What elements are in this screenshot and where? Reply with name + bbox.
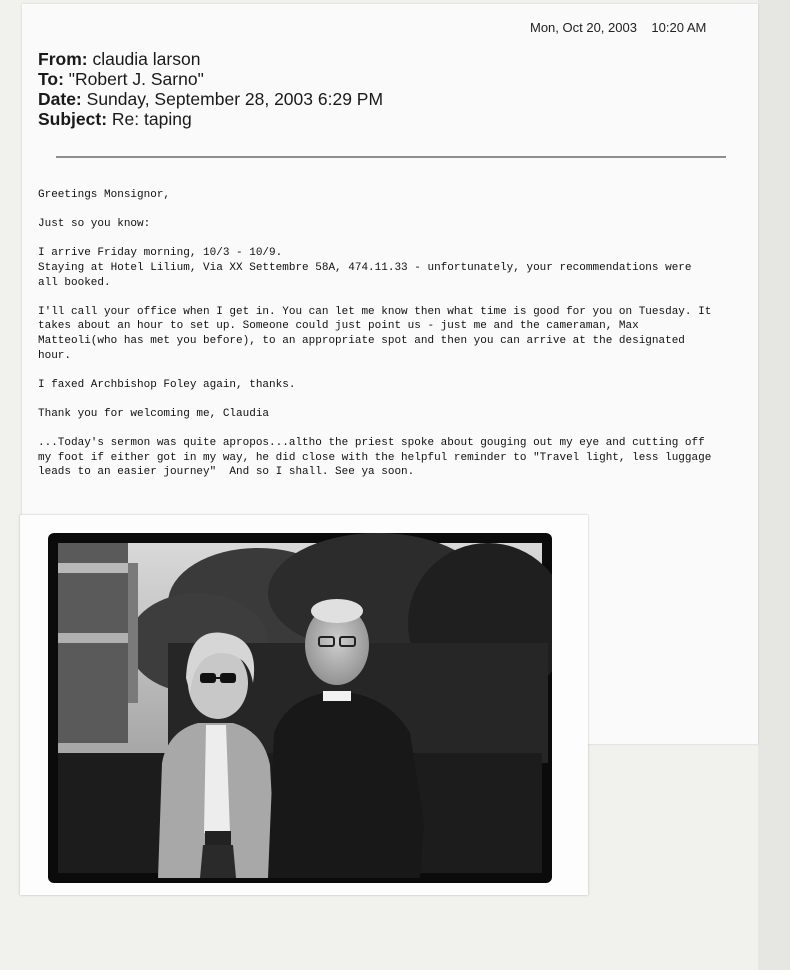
subject-line xyxy=(38,109,192,129)
date-value: Sunday, September 28, 2003 6:29 PM xyxy=(86,89,384,109)
to-label: To: xyxy=(38,69,64,89)
to-value: "Robert J. Sarno" xyxy=(68,69,204,89)
to-line xyxy=(38,69,204,89)
from-value: claudia larson xyxy=(92,49,201,69)
print-timestamp: Mon, Oct 20, 2003 10:20 AM xyxy=(530,20,707,35)
postscript-paragraph: ...Today's sermon was quite apropos...altho the priest spoke about gouging out my eye and cutting off my foot if either got in my way, he did close with the helpful reminder to "Travel light, less luggage leads to an easier journey" And so I shall. See ya soon. xyxy=(38,437,712,479)
signoff-paragraph: Thank you for welcoming me, Claudia xyxy=(38,407,270,420)
body-paragraph: Just so you know: xyxy=(38,218,151,231)
date-line xyxy=(38,89,383,109)
photo-print xyxy=(20,515,588,895)
photo-scene xyxy=(48,533,552,883)
greeting-paragraph: Greetings Monsignor, xyxy=(38,189,171,201)
scan-background-strip xyxy=(758,0,790,970)
fax-paragraph: I faxed Archbishop Foley again, thanks. xyxy=(38,378,296,391)
photograph xyxy=(48,533,552,883)
subject-label: Subject: xyxy=(38,109,108,129)
schedule-paragraph: I'll call your office when I get in. You can let me know then what time is good for you on Tuesday. It takes about an hour to set up. Someone could just point us - just me and the cameraman, Max Matteoli(who has met you before), to an appropriate spot and then you can arrive at the designated hour. xyxy=(38,305,712,362)
arrival-paragraph: I arrive Friday morning, 10/3 - 10/9. Staying at Hotel Lilium, Via XX Settembre 58A, 474.11.33 - unfortunately, your recommendations were all booked. xyxy=(38,247,692,289)
from-label: From: xyxy=(38,49,88,69)
subject-value: Re: taping xyxy=(111,109,192,129)
building xyxy=(58,543,138,743)
date-label: Date: xyxy=(38,89,82,109)
email-body xyxy=(38,188,718,494)
from-line xyxy=(38,49,200,69)
header-divider xyxy=(56,156,726,158)
